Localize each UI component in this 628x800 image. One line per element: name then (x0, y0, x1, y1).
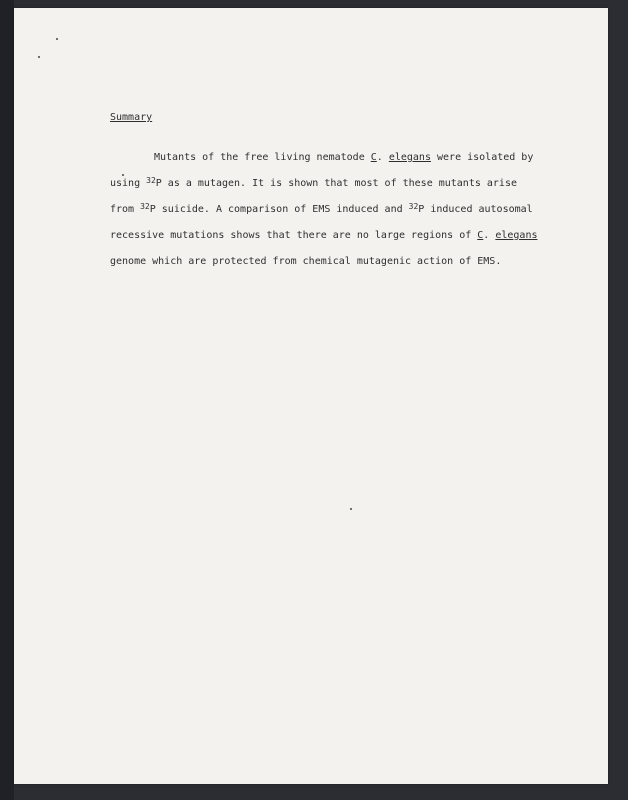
text-line: recessive mutations shows that there are no large regions of C. elegans (110, 230, 538, 241)
text-line: genome which are protected from chemical mutagenic action of EMS. (110, 256, 502, 267)
binder-strip (0, 0, 14, 800)
speck (56, 38, 58, 40)
text-line: from $^{32}$P suicide. A comparison of EMS induced and $^{32}$P induced autosomal (110, 202, 533, 215)
text-line: Mutants of the free living nematode C. elegans were isolated by (154, 152, 534, 163)
summary-paragraph (110, 145, 560, 275)
summary-section (110, 112, 560, 275)
summary-heading: Summary (110, 112, 153, 123)
text-line: using $^{32}$P as a mutagen. It is shown that most of these mutants arise (110, 176, 517, 189)
speck (38, 56, 40, 58)
document-page (14, 8, 608, 784)
speck (350, 508, 352, 510)
